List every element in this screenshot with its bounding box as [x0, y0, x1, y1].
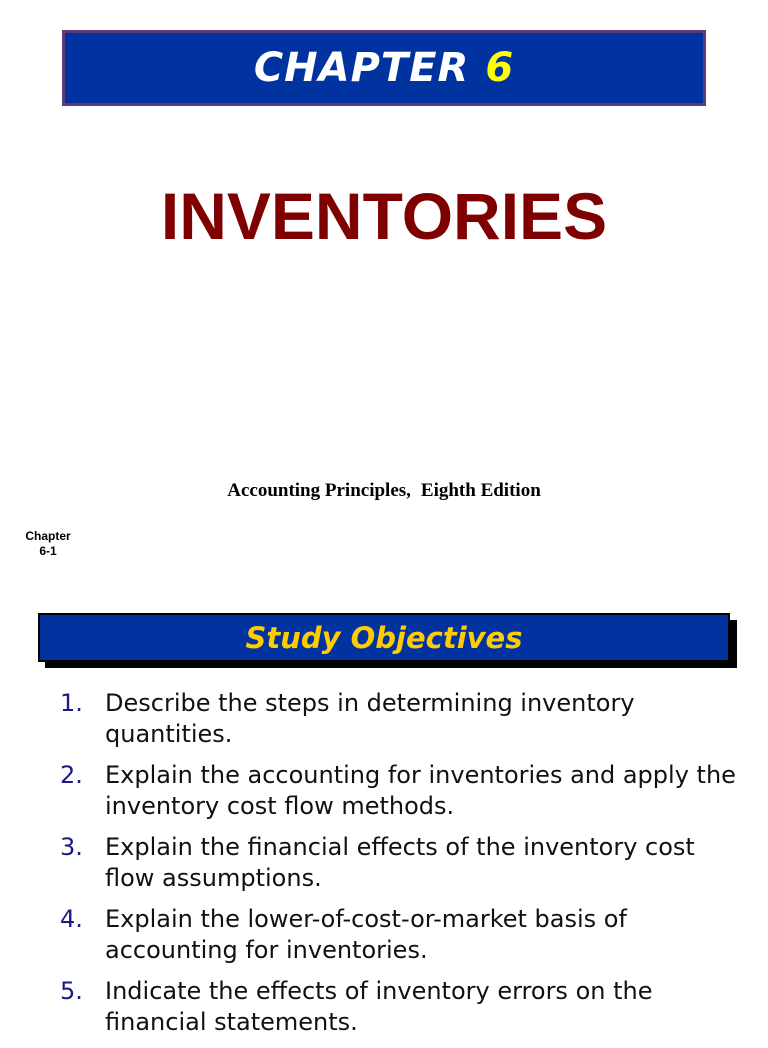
- chapter-word: CHAPTER: [253, 45, 470, 91]
- objective-number: 2.: [60, 761, 83, 789]
- objective-item: [0, 832, 768, 894]
- objective-item: [0, 976, 768, 1038]
- book-name: Accounting Principles,: [227, 480, 411, 501]
- slide-title: INVENTORIES: [160, 179, 608, 253]
- objective-text: Indicate the effects of inventory errors on the financial statements.: [105, 977, 653, 1036]
- objective-item: [0, 904, 768, 966]
- objective-number: 4.: [60, 905, 83, 933]
- book-title: [0, 480, 768, 502]
- objective-text: Explain the financial effects of the inventory cost flow assumptions.: [105, 833, 695, 892]
- book-edition: Eighth Edition: [420, 480, 541, 501]
- objective-text: Describe the steps in determining inventory quantities.: [105, 689, 635, 748]
- objectives-heading: Study Objectives: [245, 620, 523, 655]
- objective-text: Explain the accounting for inventories and apply the inventory cost flow methods.: [105, 761, 736, 820]
- objective-item: [0, 688, 768, 750]
- chapter-banner: [62, 30, 706, 106]
- objectives-list: [0, 688, 768, 1048]
- slide-label-number: 6-1: [39, 544, 57, 558]
- objective-item: [0, 760, 768, 822]
- chapter-number: 6: [485, 45, 515, 91]
- slide-label-chapter: Chapter: [25, 529, 71, 543]
- objective-number: 1.: [60, 689, 83, 717]
- objective-number: 5.: [60, 977, 83, 1005]
- slide-number-label: [18, 529, 78, 559]
- objectives-banner: [38, 613, 730, 662]
- objective-text: Explain the lower-of-cost-or-market basis of accounting for inventories.: [105, 905, 627, 964]
- objective-number: 3.: [60, 833, 83, 861]
